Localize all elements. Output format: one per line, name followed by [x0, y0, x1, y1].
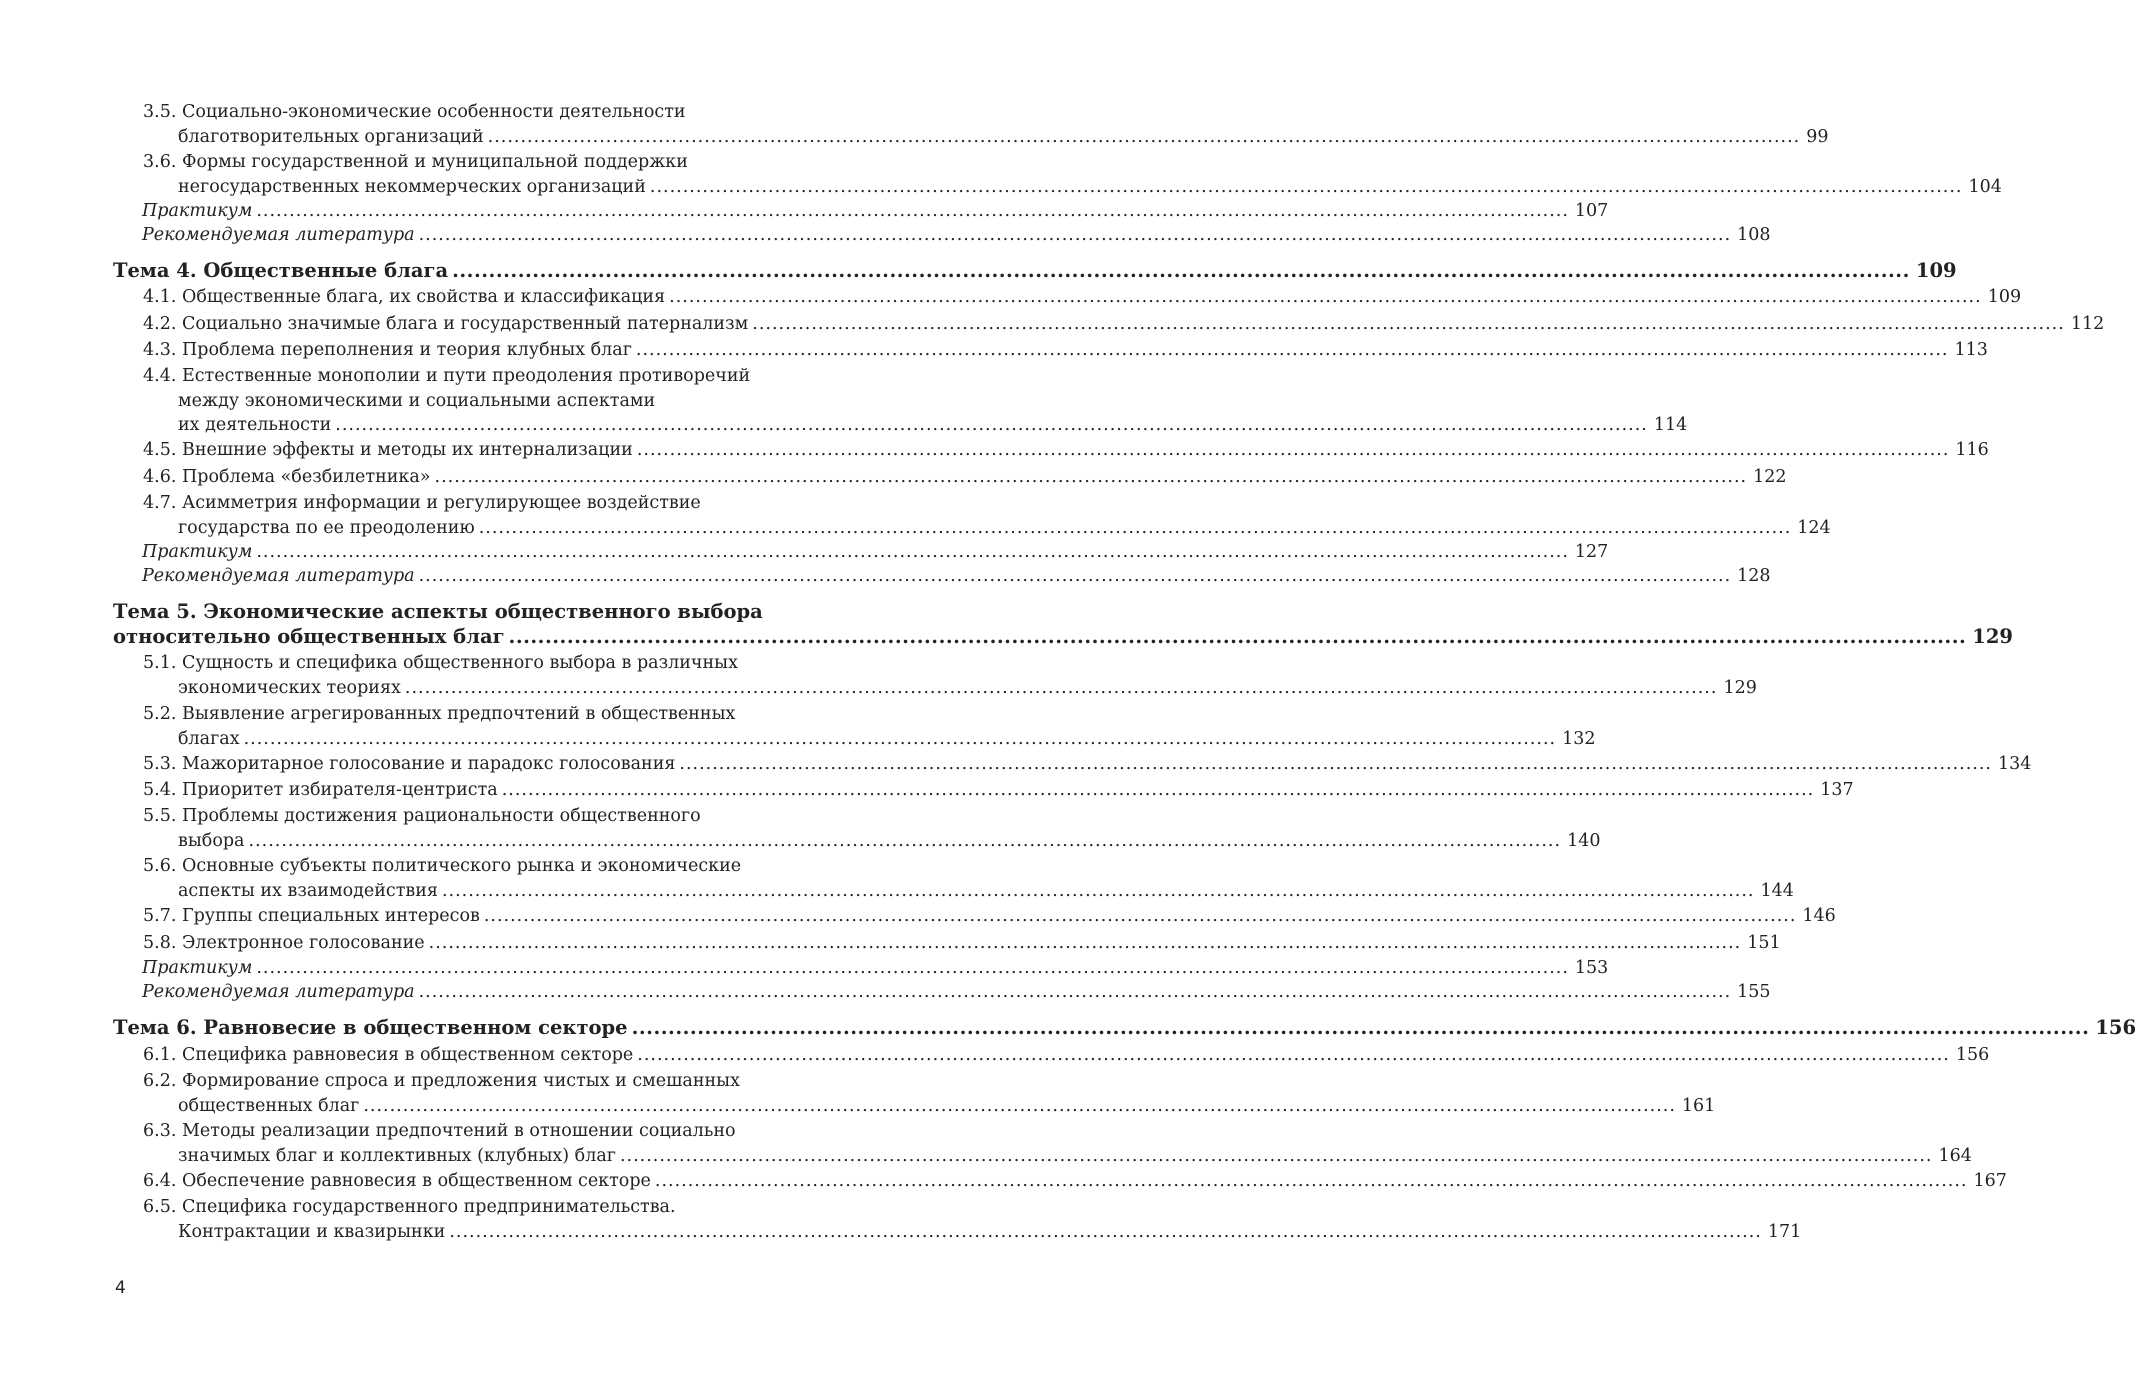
toc-entry-title: Общественные блага, их свойства и классификация [181, 287, 666, 307]
leader-dots [637, 440, 1950, 460]
toc-entry-title: Практикум [142, 201, 253, 221]
leader-dots [679, 754, 1992, 774]
toc-entry-6-4[interactable] [113, 1169, 2007, 1194]
toc-entry-6-2[interactable] [113, 1069, 1716, 1118]
toc-entry-number: 4.1. [143, 287, 177, 307]
toc-page-number: 167 [1973, 1171, 2007, 1191]
toc-entry-title: Методы реализации предпочтений в отношении социально [181, 1121, 736, 1141]
leader-dots [502, 780, 1815, 800]
toc-topic-6[interactable] [113, 1015, 2136, 1040]
toc-page-number: 113 [1954, 340, 1988, 360]
toc-entry-title-cont: выбора [178, 830, 245, 851]
toc-entry-5-6[interactable] [113, 854, 1794, 903]
toc-entry-number: 4.7. [143, 493, 177, 513]
toc-entry-number: 6.4. [143, 1171, 177, 1191]
toc-page-number: 109 [1915, 259, 1957, 282]
leader-dots [244, 729, 1557, 749]
toc-entry-number: 5.4. [143, 780, 177, 800]
toc-page-number: 116 [1955, 440, 1989, 460]
toc-entry-number: 5.2. [143, 704, 177, 724]
toc-entry-4-6[interactable] [113, 465, 1787, 490]
toc-topic-5[interactable] [113, 599, 2014, 649]
toc-entry-literature-4[interactable] [113, 564, 1771, 589]
toc-entry-title: Специфика государственного предпринимательства. [181, 1197, 676, 1217]
toc-entry-title: Практикум [142, 542, 253, 562]
toc-entry-3-5[interactable] [113, 100, 1829, 149]
toc-page-number: 99 [1806, 126, 1829, 147]
toc-topic-4[interactable] [113, 258, 1957, 283]
toc-entry-4-1[interactable] [113, 285, 2022, 310]
toc-page-number: 156 [1955, 1045, 1990, 1065]
leader-dots [452, 259, 1910, 282]
toc-entry-5-8[interactable] [113, 931, 1781, 956]
toc-entry-5-7[interactable] [113, 904, 1836, 929]
leader-dots [429, 933, 1742, 953]
toc-entry-title-cont: Контрактации и квазирынки [178, 1221, 446, 1242]
toc-entry-6-3[interactable] [113, 1119, 1972, 1168]
toc-entry-practicum-4[interactable] [113, 540, 1609, 565]
toc-entry-title-cont: их деятельности [178, 415, 332, 435]
toc-entry-title: Приоритет избирателя-центриста [181, 780, 498, 800]
toc-entry-number: 5.5. [143, 806, 177, 826]
toc-entry-number: 4.6. [143, 467, 177, 487]
toc-entry-title: Формы государственной и муниципальной поддержки [181, 152, 688, 172]
toc-entry-number: 5.8. [143, 933, 177, 953]
toc-entry-6-5[interactable] [113, 1195, 1802, 1244]
leader-dots [449, 1222, 1762, 1242]
toc-entry-title: Рекомендуемая литература [142, 982, 415, 1002]
toc-entry-literature-5[interactable] [113, 980, 1771, 1005]
toc-entry-number: 4.5. [143, 440, 177, 460]
toc-page-number: 104 [1968, 176, 2002, 197]
toc-entry-3-6[interactable] [113, 150, 2002, 199]
toc-entry-title-cont: негосударственных некоммерческих организаций [178, 176, 646, 197]
toc-entry-5-3[interactable] [113, 752, 2032, 777]
toc-page-number: 156 [2095, 1016, 2136, 1039]
toc-page-number: 146 [1802, 906, 1836, 926]
toc-entry-title: Обеспечение равновесия в общественном секторе [181, 1171, 651, 1191]
toc-entry-5-1[interactable] [113, 651, 1757, 700]
toc-entry-title: Проблема «безбилетника» [181, 467, 431, 487]
toc-page-number: 137 [1820, 780, 1854, 800]
toc-entry-4-5[interactable] [113, 438, 1989, 463]
toc-entry-title-cont: благотворительных организаций [178, 126, 484, 147]
toc-page-number: 151 [1747, 933, 1781, 953]
toc-entry-number: 4.4. [143, 366, 177, 386]
leader-dots [620, 1146, 1933, 1166]
toc-entry-title-cont: общественных благ [178, 1095, 360, 1116]
leader-dots [419, 225, 1732, 245]
toc-page-number: 164 [1938, 1145, 1972, 1166]
toc-page-number: 107 [1574, 201, 1609, 221]
toc-entry-title: Выявление агрегированных предпочтений в общественных [181, 704, 736, 724]
leader-dots [636, 340, 1949, 360]
leader-dots [249, 831, 1562, 851]
leader-dots [435, 467, 1748, 487]
page-number: 4 [115, 1278, 126, 1298]
toc-page-number: 129 [1723, 677, 1757, 698]
toc-topic-title: Тема 5. Экономические аспекты общественного выбора [113, 600, 763, 623]
toc-page-number: 127 [1574, 542, 1609, 562]
toc-page-number: 153 [1574, 958, 1609, 978]
toc-page-number: 140 [1567, 830, 1601, 851]
leader-dots [442, 881, 1755, 901]
toc-entry-title: Внешние эффекты и методы их интернализации [181, 440, 633, 460]
toc-entry-number: 5.6. [143, 856, 177, 876]
toc-entry-title: Мажоритарное голосование и парадокс голосования [181, 754, 676, 774]
leader-dots [335, 415, 1648, 435]
toc-page-number: 124 [1797, 517, 1831, 538]
leader-dots [419, 982, 1732, 1002]
toc-entry-5-5[interactable] [113, 804, 1601, 853]
toc-page-number: 144 [1760, 880, 1794, 901]
toc-entry-4-7[interactable] [113, 491, 1831, 540]
toc-page-number: 155 [1737, 982, 1771, 1002]
toc-entry-title: Рекомендуемая литература [142, 225, 415, 245]
toc-page-number: 129 [1972, 625, 2014, 648]
toc-page-number: 108 [1737, 225, 1771, 245]
leader-dots [479, 518, 1792, 538]
leader-dots [632, 1016, 2090, 1039]
toc-entry-4-4[interactable] [113, 364, 1688, 438]
leader-dots [509, 625, 1967, 648]
toc-entry-title: Сущность и специфика общественного выбора в различных [181, 653, 738, 673]
toc-entry-number: 3.5. [143, 102, 177, 122]
toc-entry-title: Практикум [142, 958, 253, 978]
toc-topic-title: Тема 4. Общественные блага [113, 259, 449, 282]
toc-entry-number: 4.3. [143, 340, 177, 360]
leader-dots [637, 1045, 1950, 1065]
toc-entry-title: Асимметрия информации и регулирующее воздействие [181, 493, 701, 513]
leader-dots [669, 287, 1982, 307]
leader-dots [363, 1096, 1676, 1116]
toc-entry-number: 6.1. [143, 1045, 177, 1065]
toc-page-number: 171 [1767, 1221, 1802, 1242]
toc-page-number: 134 [1997, 754, 2032, 774]
toc-entry-number: 6.2. [143, 1071, 177, 1091]
leader-dots [419, 566, 1732, 586]
leader-dots [256, 201, 1569, 221]
toc-entry-title: Проблемы достижения рациональности общественного [181, 806, 701, 826]
toc-entry-6-1[interactable] [113, 1043, 1990, 1068]
toc-entry-4-3[interactable] [113, 338, 1988, 363]
toc-page-number: 122 [1753, 467, 1787, 487]
toc-entry-title: Проблема переполнения и теория клубных благ [181, 340, 632, 360]
toc-page-number: 132 [1562, 728, 1596, 749]
toc-entry-practicum-5[interactable] [113, 956, 1609, 981]
leader-dots [752, 314, 2065, 334]
toc-entry-title-cont: между экономическими и социальными аспектами [178, 390, 656, 411]
leader-dots [256, 958, 1569, 978]
toc-entry-title: Рекомендуемая литература [142, 566, 415, 586]
toc-entry-title-cont: благах [178, 728, 240, 749]
toc-entry-title: Социально значимые блага и государственный патернализм [181, 314, 749, 334]
toc-entry-title: Социально-экономические особенности деятельности [181, 102, 686, 122]
toc-page-number: 109 [1987, 287, 2022, 307]
leader-dots [256, 542, 1569, 562]
toc-entry-title-cont: экономических теориях [178, 677, 401, 698]
toc-entry-number: 6.3. [143, 1121, 177, 1141]
leader-dots [655, 1171, 1968, 1191]
leader-dots [484, 906, 1797, 926]
toc-topic-title: Тема 6. Равновесие в общественном секторе [113, 1016, 628, 1039]
toc-entry-title: Формирование спроса и предложения чистых и смешанных [181, 1071, 740, 1091]
toc-entry-number: 3.6. [143, 152, 177, 172]
toc-entry-title: Электронное голосование [181, 933, 425, 953]
leader-dots [405, 678, 1718, 698]
toc-entry-title: Специфика равновесия в общественном секторе [181, 1045, 634, 1065]
toc-entry-number: 5.7. [143, 906, 177, 926]
toc-entry-title: Естественные монополии и пути преодоления противоречий [181, 366, 751, 386]
toc-entry-5-2[interactable] [113, 702, 1596, 751]
toc-entry-title: Группы специальных интересов [181, 906, 480, 926]
toc-entry-number: 5.3. [143, 754, 177, 774]
toc-page-number: 161 [1681, 1095, 1716, 1116]
toc-entry-4-2[interactable] [113, 312, 2105, 337]
toc-entry-number: 4.2. [143, 314, 177, 334]
toc-topic-title-cont: относительно общественных благ [113, 625, 505, 648]
toc-page-number: 114 [1653, 415, 1688, 435]
toc-entry-literature-3[interactable] [113, 223, 1771, 248]
leader-dots [488, 127, 1801, 147]
toc-entry-title-cont: государства по ее преодолению [178, 517, 475, 538]
toc-entry-title: Основные субъекты политического рынка и экономические [181, 856, 742, 876]
leader-dots [650, 177, 1963, 197]
toc-entry-title-cont: значимых благ и коллективных (клубных) благ [178, 1145, 616, 1166]
toc-entry-5-4[interactable] [113, 778, 1854, 803]
toc-entry-number: 6.5. [143, 1197, 177, 1217]
toc-entry-practicum-3[interactable] [113, 199, 1609, 224]
toc-page-number: 128 [1737, 566, 1771, 586]
toc-page-number: 112 [2070, 314, 2105, 334]
toc-entry-title-cont: аспекты их взаимодействия [178, 880, 438, 901]
toc-entry-number: 5.1. [143, 653, 177, 673]
